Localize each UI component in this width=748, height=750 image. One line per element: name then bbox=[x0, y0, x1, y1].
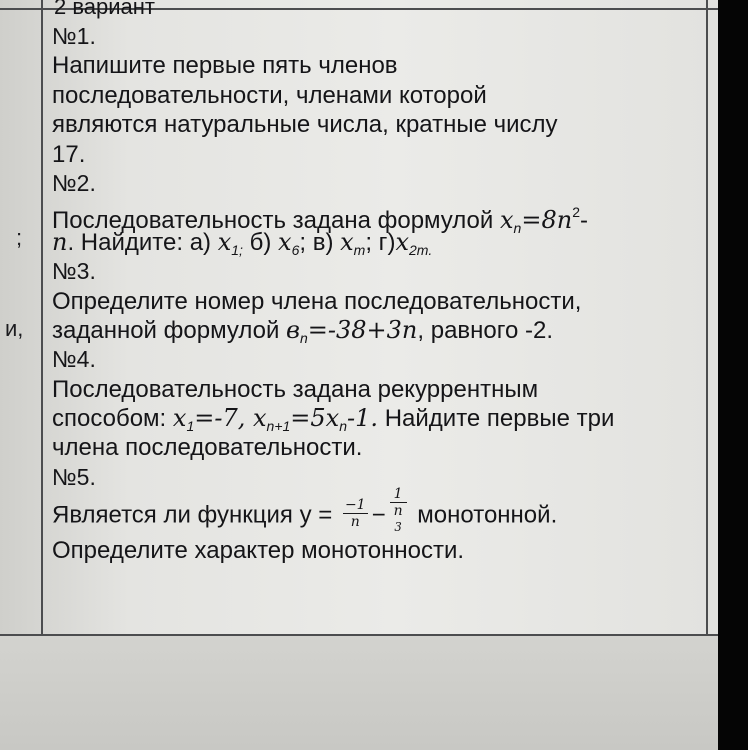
task-2-b-separator: ; bbox=[299, 228, 307, 256]
task-3-line-1: Определите номер члена последовательности, bbox=[52, 287, 582, 315]
task-1-line-2: последовательности, членами которой bbox=[52, 81, 487, 109]
task-2-line-1 bbox=[52, 198, 708, 237]
task-5-line-2: Определите характер монотонности. bbox=[52, 537, 465, 565]
task-5-text: Является ли функция y = bbox=[52, 501, 339, 529]
task-2-line-2 bbox=[52, 228, 708, 257]
task-4-equals: =5 bbox=[290, 404, 326, 433]
task-4-x1-sub: 1 bbox=[186, 418, 195, 435]
fraction-2-power: 3 bbox=[394, 520, 402, 535]
task-1-line-4: 17. bbox=[52, 140, 86, 168]
fraction-1-denominator: n bbox=[350, 514, 360, 531]
task-4-x1: x bbox=[172, 404, 187, 433]
task-3-ending: , равного -2. bbox=[417, 316, 554, 344]
fraction-1-numerator: −1 bbox=[344, 497, 366, 514]
bottom-row-border bbox=[0, 634, 718, 636]
task-4-line-2 bbox=[52, 404, 708, 433]
task-4-method: способом: bbox=[52, 405, 173, 433]
task-3-formula: =-38+3 bbox=[307, 315, 402, 344]
task-2-c-var: x bbox=[340, 227, 354, 256]
task-4-ending: Найдите первые три bbox=[378, 405, 615, 433]
fraction-2-numerator: 1 bbox=[390, 486, 407, 503]
task-2-power: 2 bbox=[572, 204, 580, 221]
task-4-x1-value: =-7, bbox=[194, 404, 253, 433]
assignment-content bbox=[52, 22, 708, 566]
task-2-a-sub: 1; bbox=[231, 241, 243, 258]
left-column-fragment-semicolon: ; bbox=[16, 225, 23, 250]
task-3-number: №3. bbox=[52, 258, 96, 285]
task-5-line-1 bbox=[52, 486, 708, 536]
task-3-var: в bbox=[286, 315, 300, 344]
fraction-2-base: n bbox=[393, 503, 403, 520]
task-4-xn1-sub: n+1 bbox=[266, 418, 291, 435]
dark-background-edge bbox=[718, 0, 748, 750]
task-3-text: заданной формулой bbox=[52, 316, 287, 344]
task-5-ending: монотонной. bbox=[410, 501, 558, 529]
task-4-line-3: члена последовательности. bbox=[52, 434, 363, 462]
task-2-c-sub: m bbox=[353, 241, 366, 258]
variant-header: 2 вариант bbox=[54, 0, 156, 19]
task-2-find: . Найдите: а) bbox=[67, 228, 218, 256]
task-3-var-sub: n bbox=[299, 329, 308, 346]
task-1-line-3: являются натуральные числа, кратные числу bbox=[52, 111, 558, 139]
task-4-xn: x bbox=[325, 404, 340, 433]
task-4-line-1: Последовательность задана рекуррентным bbox=[52, 375, 539, 403]
task-3-formula-n: n bbox=[401, 315, 418, 344]
task-5-number: №5. bbox=[52, 463, 96, 490]
paper-bottom-shadow bbox=[0, 636, 718, 750]
task-2-b-var: x bbox=[278, 227, 292, 256]
task-2-n: n bbox=[556, 206, 573, 235]
task-4-xn-sub: n bbox=[339, 418, 348, 435]
task-1-line-1: Напишите первые пять членов bbox=[52, 52, 398, 80]
task-3-line-2 bbox=[52, 316, 708, 345]
task-2-d-label: г) bbox=[372, 228, 396, 256]
task-4-number: №4. bbox=[52, 346, 96, 373]
task-2-d-var: x bbox=[395, 227, 409, 256]
task-2-a-var: x bbox=[217, 227, 232, 256]
fraction-2-denominator bbox=[390, 503, 407, 541]
task-4-minus: -1. bbox=[347, 404, 379, 433]
task-4-xn1: x bbox=[252, 404, 267, 433]
task-2-x-sub: n bbox=[513, 220, 522, 237]
left-column-fragment-and: и, bbox=[5, 316, 24, 341]
task-2-line-2-n: n bbox=[52, 227, 68, 256]
task-2-x: x bbox=[499, 206, 514, 235]
task-2-d-sub: 2m. bbox=[408, 241, 433, 258]
task-2-dash: - bbox=[579, 207, 588, 235]
task-2-number: №2. bbox=[52, 169, 96, 196]
task-2-b-sub: 6 bbox=[291, 241, 300, 258]
left-column-border bbox=[41, 0, 43, 636]
task-5-fraction-1 bbox=[343, 497, 368, 530]
task-2-c-label: в) bbox=[306, 228, 341, 256]
task-2-eq: =8 bbox=[521, 206, 557, 235]
task-5-fraction-2 bbox=[390, 486, 407, 541]
task-2-text: Последовательность задана формулой bbox=[52, 207, 500, 235]
task-2-b-label: б) bbox=[242, 228, 279, 256]
task-1-number: №1. bbox=[52, 23, 96, 49]
task-2-c-separator: ; bbox=[365, 228, 373, 256]
task-5-minus: − bbox=[371, 501, 386, 529]
